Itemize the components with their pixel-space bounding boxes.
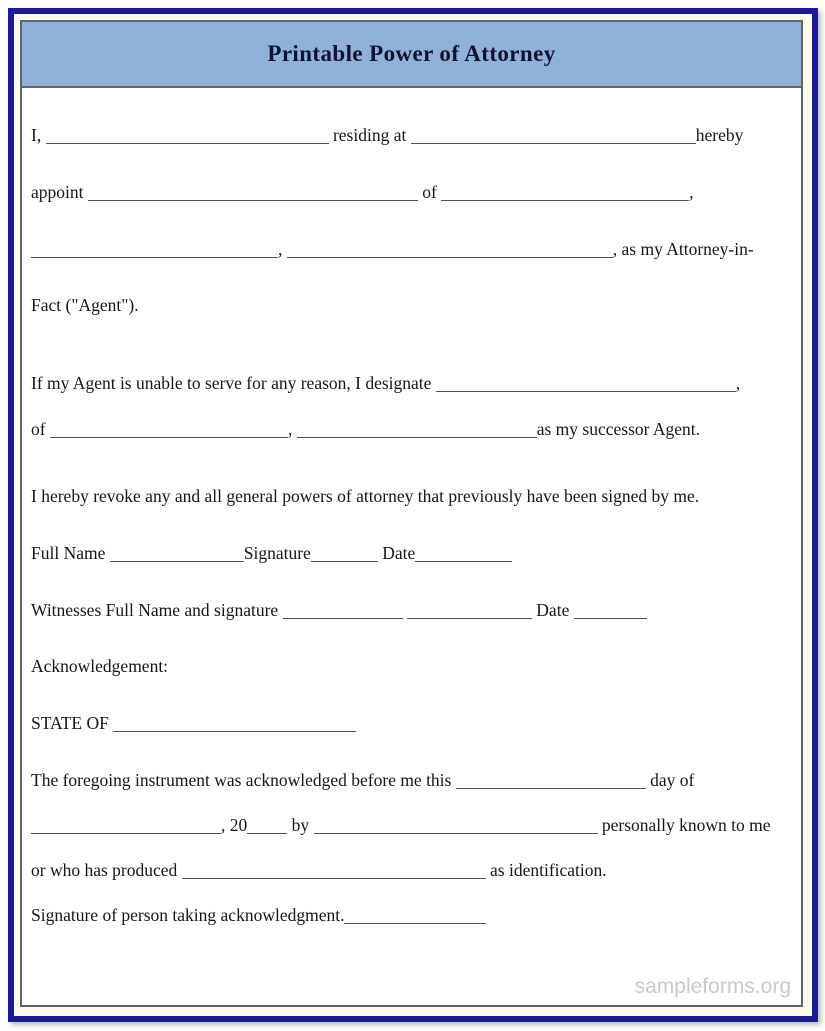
blank-fill-line — [31, 818, 221, 834]
form-text: by — [287, 815, 314, 835]
form-text: , — [278, 239, 287, 259]
form-text: If my Agent is unable to serve for any reason, I designate — [31, 373, 436, 393]
blank-fill-line — [46, 128, 329, 144]
form-text: Signature of person taking acknowledgment. — [31, 905, 345, 925]
form-text: I, — [31, 125, 46, 145]
blank-fill-line — [182, 863, 486, 879]
form-text: Witnesses Full Name and signature — [31, 600, 283, 620]
form-line — [31, 418, 793, 440]
form-text: , — [287, 419, 297, 439]
form-line — [31, 485, 793, 507]
blank-fill-line — [456, 773, 646, 789]
form-text: appoint — [31, 182, 88, 202]
form-text: Date — [531, 600, 574, 620]
form-line — [31, 712, 793, 734]
form-text: , as my Attorney-in- — [612, 239, 754, 259]
form-text: as identification. — [485, 860, 607, 880]
form-sheet — [20, 20, 803, 1007]
form-line — [31, 769, 793, 791]
form-text: STATE OF — [31, 713, 114, 733]
blank-fill-line — [415, 546, 512, 562]
blank-fill-line — [31, 242, 278, 258]
blank-fill-line — [50, 422, 288, 438]
form-text: of — [31, 419, 50, 439]
blank-fill-line — [411, 128, 696, 144]
blank-fill-line — [344, 908, 486, 924]
form-text: Date — [377, 543, 416, 563]
blank-fill-line — [436, 376, 736, 392]
form-text: , 20 — [221, 815, 248, 835]
form-line — [31, 814, 793, 836]
form-line — [31, 294, 793, 316]
blank-fill-line — [297, 422, 537, 438]
form-line — [31, 238, 793, 260]
form-title: Printable Power of Attorney — [267, 41, 556, 66]
form-line — [31, 542, 793, 564]
form-text: hereby — [695, 125, 744, 145]
form-text: I hereby revoke any and all general powers of attorney that previously have been signed by me. — [31, 486, 700, 506]
form-line — [31, 859, 793, 881]
blank-fill-line — [247, 818, 287, 834]
form-text: personally known to me — [597, 815, 771, 835]
blank-fill-line — [314, 818, 598, 834]
form-line — [31, 372, 793, 394]
blank-fill-line — [283, 603, 403, 619]
watermark-text: sampleforms.org — [634, 975, 791, 998]
form-text: day of — [645, 770, 695, 790]
form-text: , — [689, 182, 694, 202]
blank-fill-line — [88, 185, 418, 201]
form-text: The foregoing instrument was acknowledged before me this — [31, 770, 456, 790]
form-text: as my successor Agent. — [536, 419, 701, 439]
form-line — [31, 124, 793, 146]
form-line — [31, 181, 793, 203]
blank-fill-line — [113, 716, 356, 732]
form-line — [31, 599, 793, 621]
form-text: or who has produced — [31, 860, 182, 880]
outer-frame — [8, 8, 818, 1022]
form-line — [31, 904, 793, 926]
blank-fill-line — [110, 546, 244, 562]
form-text: Fact ("Agent"). — [31, 295, 139, 315]
form-header — [22, 22, 801, 88]
form-text: Signature — [243, 543, 311, 563]
form-text: Full Name — [31, 543, 110, 563]
form-text: , — [735, 373, 741, 393]
form-text: of — [417, 182, 442, 202]
blank-fill-line — [311, 546, 378, 562]
blank-fill-line — [441, 185, 689, 201]
blank-fill-line — [407, 603, 532, 619]
blank-fill-line — [287, 242, 613, 258]
form-text: Acknowledgement: — [31, 656, 169, 676]
form-line — [31, 655, 793, 677]
form-body — [22, 88, 801, 926]
blank-fill-line — [574, 603, 647, 619]
form-text: residing at — [328, 125, 411, 145]
